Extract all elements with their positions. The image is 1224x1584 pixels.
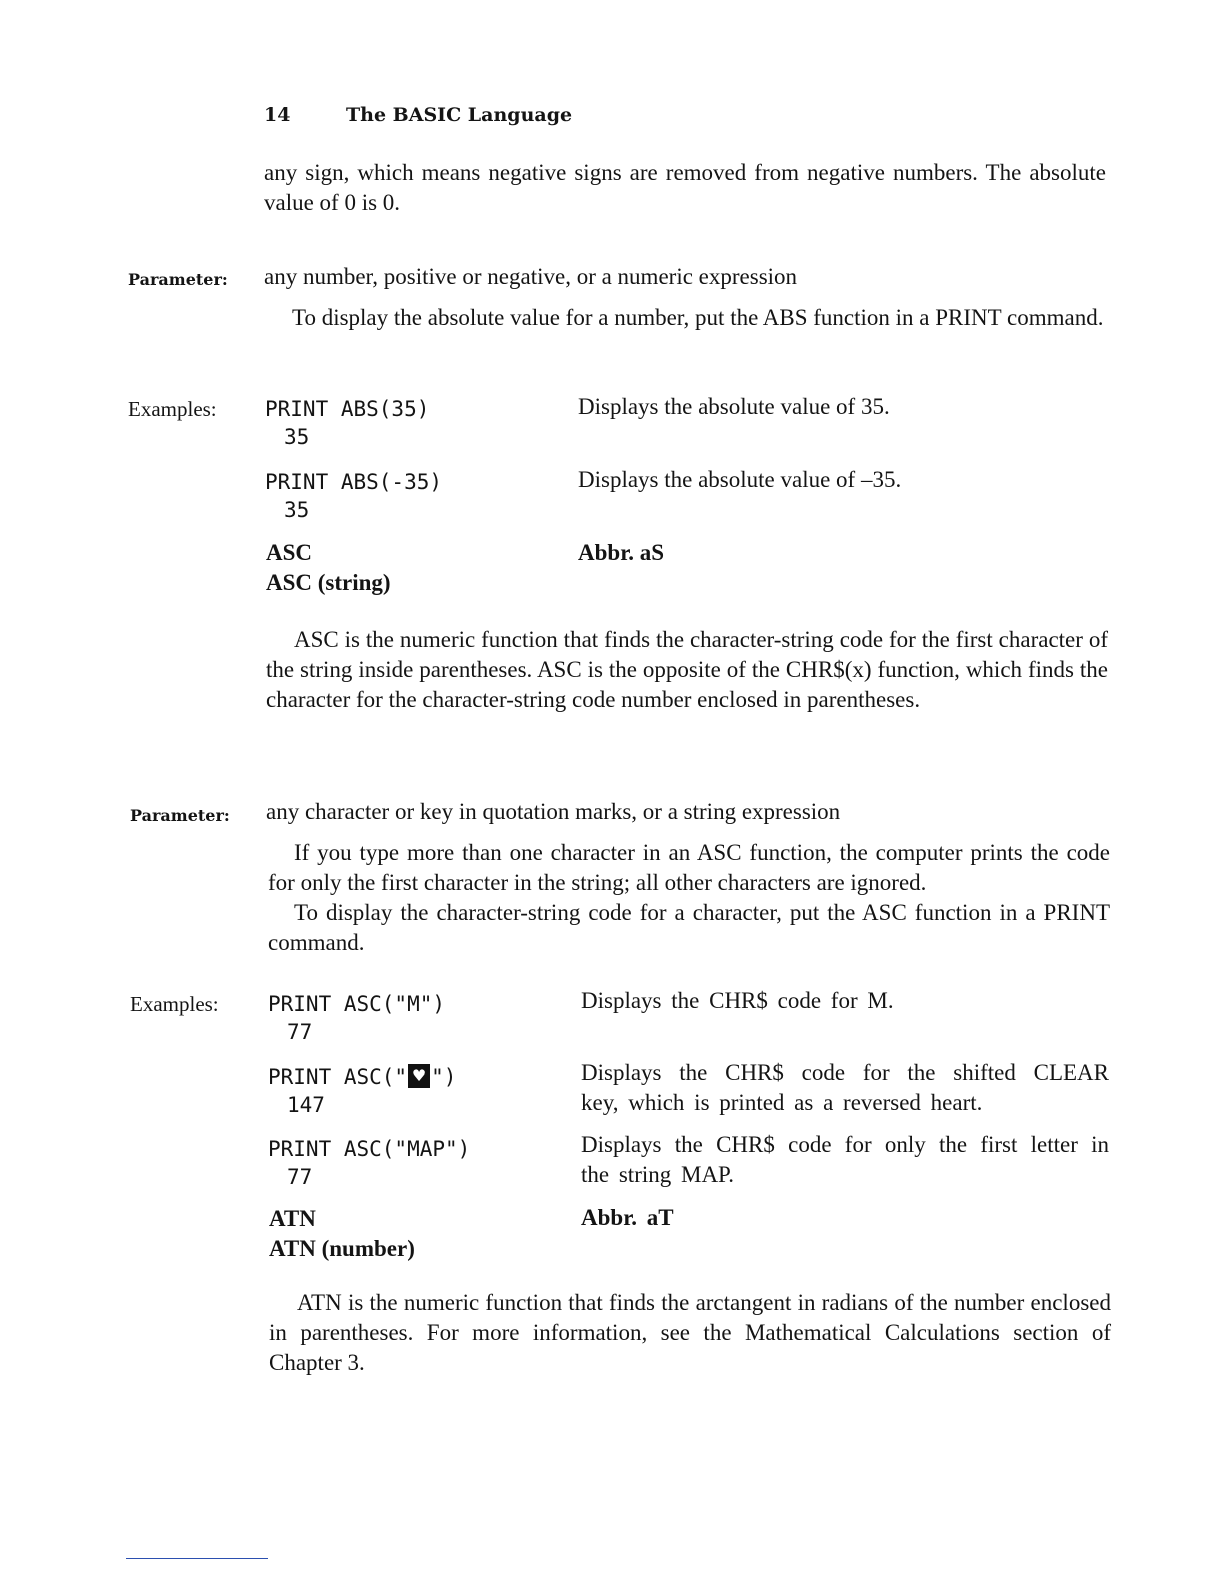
bottom-rule: [126, 1558, 268, 1559]
abs-example-2-code: PRINT ABS(-35): [265, 470, 443, 494]
page-number: 14: [264, 104, 291, 126]
atn-description: ATN is the numeric function that finds the arctangent in radians of the number enclosed in parentheses. For more information, see the Mathematical Calculations section of Chapter 3.: [269, 1290, 1111, 1375]
abs-intro-paragraph: any sign, which means negative signs are removed from negative numbers. The absolute value of 0 is 0.: [264, 160, 1106, 215]
abs-example-1-desc: Displays the absolute value of 35.: [578, 394, 890, 419]
asc-example-3-desc-line-2: the string MAP.: [581, 1162, 735, 1187]
asc-heading: ASC: [266, 540, 313, 565]
abs-example-1-output: 35: [284, 425, 310, 449]
atn-syntax: ATN (number): [269, 1236, 415, 1261]
abs-example-2-output: 35: [284, 498, 310, 522]
asc-syntax: ASC (string): [266, 570, 391, 595]
asc-parameter-text: any character or key in quotation marks, or a string expression: [266, 799, 841, 824]
abs-example-1-code: PRINT ABS(35): [265, 397, 430, 421]
atn-abbreviation: Abbr. aT: [581, 1205, 674, 1230]
asc-example-3-desc-line-1: Displays the CHR$ code for only the first letter in: [581, 1132, 1109, 1157]
asc-example-2-code: [268, 1062, 456, 1092]
abs-parameter-text: any number, positive or negative, or a numeric expression: [264, 264, 798, 289]
atn-heading: ATN: [269, 1206, 316, 1231]
asc-example-1-code: PRINT ASC("M"): [268, 992, 446, 1016]
abs-parameter-label: Parameter:: [128, 270, 228, 289]
asc-abbreviation: Abbr. aS: [578, 540, 665, 565]
asc-example-1-output: 77: [287, 1020, 313, 1044]
asc-example-1-desc: Displays the CHR$ code for M.: [581, 988, 894, 1013]
asc-example-3-code: PRINT ASC("MAP"): [268, 1137, 471, 1161]
asc-example-2-code-suffix: "): [431, 1065, 457, 1089]
abs-note-paragraph: To display the absolute value for a number, put the ABS function in a PRINT command.: [292, 305, 1104, 330]
asc-example-2-desc-line-1: Displays the CHR$ code for the shifted CLEAR: [581, 1060, 1109, 1085]
abs-example-2-desc: Displays the absolute value of –35.: [578, 467, 902, 492]
abs-examples-label: Examples:: [128, 397, 217, 421]
asc-examples-label: Examples:: [130, 992, 219, 1016]
asc-example-2-output: 147: [287, 1093, 325, 1117]
asc-note-1: If you type more than one character in an ASC function, the computer prints the code for only the first character in the string; all other characters are ignored.: [268, 840, 1110, 895]
reversed-heart-icon: ♥: [408, 1064, 430, 1088]
asc-example-2-desc-line-2: key, which is printed as a reversed heart.: [581, 1090, 983, 1115]
asc-example-3-output: 77: [287, 1165, 313, 1189]
running-title: The BASIC Language: [346, 104, 573, 126]
asc-parameter-label: Parameter:: [130, 806, 230, 825]
asc-example-2-code-prefix: PRINT ASC(": [268, 1065, 408, 1089]
asc-description: ASC is the numeric function that finds the character-string code for the first character of the string inside parentheses. ASC is the opposite of the CHR$(x) function, which finds the character for the character-string code number enclosed in parentheses.: [266, 627, 1108, 712]
asc-note-2: To display the character-string code for a character, put the ASC function in a PRINT command.: [268, 900, 1110, 955]
